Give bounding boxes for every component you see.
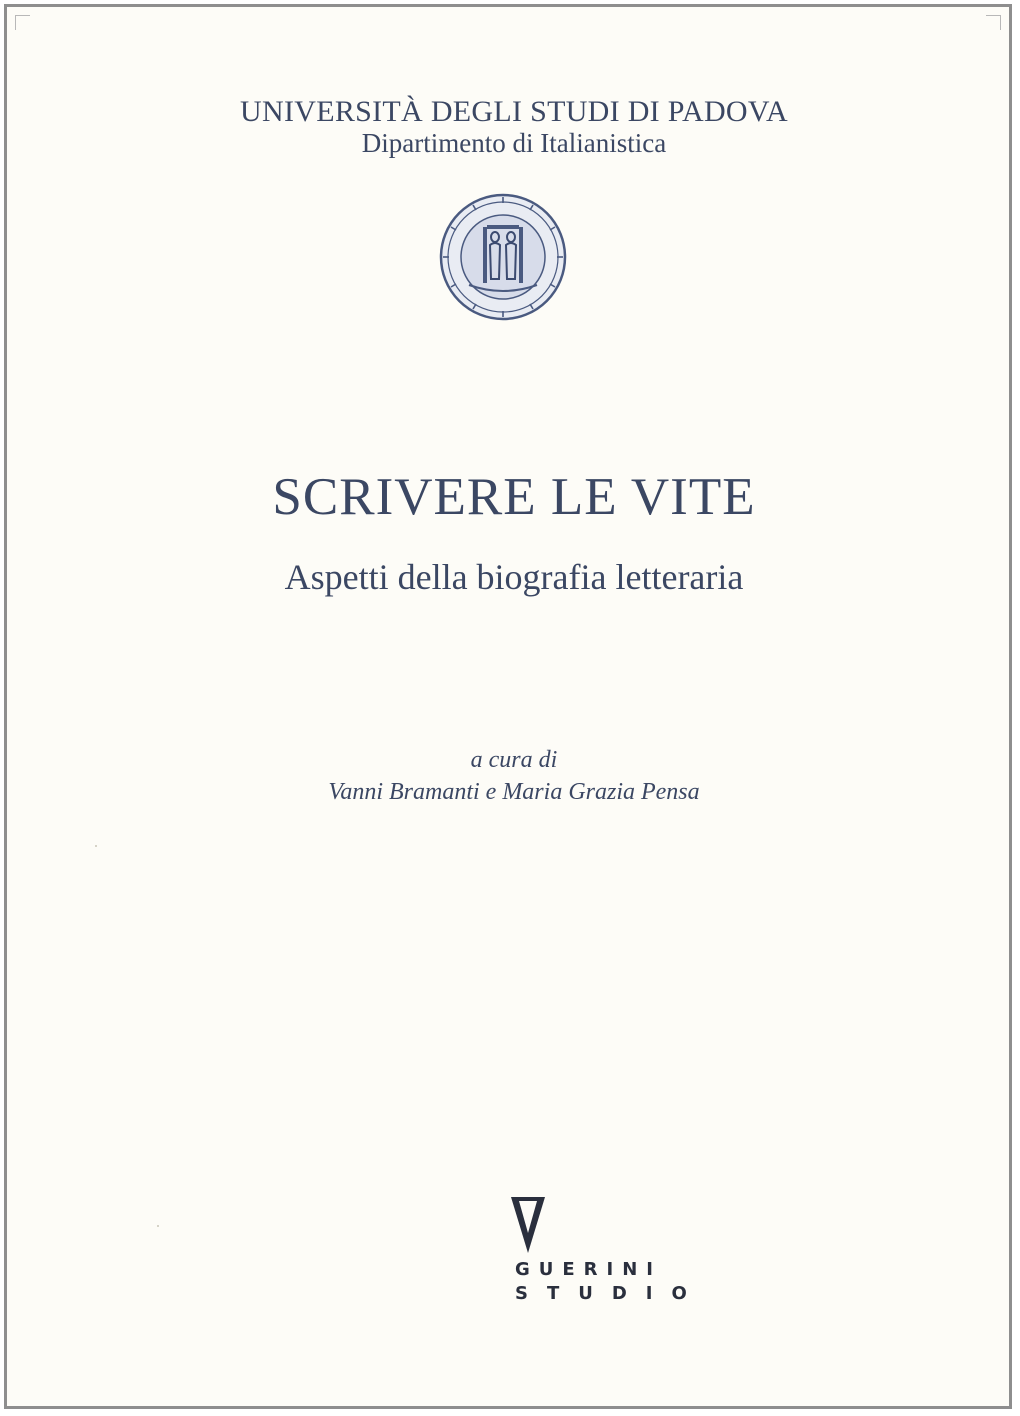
publisher-name-line1: GUERINI	[515, 1259, 663, 1280]
publisher-name-line2: STUDIO	[515, 1283, 706, 1304]
editors-names: Vanni Bramanti e Maria Grazia Pensa	[328, 779, 700, 805]
book-cover	[4, 4, 1012, 1409]
paper-speck	[157, 1225, 159, 1227]
book-subtitle: Aspetti della biografia letteraria	[284, 557, 744, 597]
frame-corner-mark	[986, 15, 1001, 30]
publisher-logo-icon	[511, 1197, 545, 1253]
book-title: SCRIVERE LE VITE	[272, 468, 756, 526]
university-seal-icon	[439, 193, 567, 321]
department-name: Dipartimento di Italianistica	[361, 128, 667, 158]
institution-name: UNIVERSITÀ DEGLI STUDI DI PADOVA	[240, 95, 788, 128]
paper-speck	[95, 845, 97, 847]
curator-label: a cura di	[470, 747, 558, 773]
frame-corner-mark	[15, 15, 30, 30]
